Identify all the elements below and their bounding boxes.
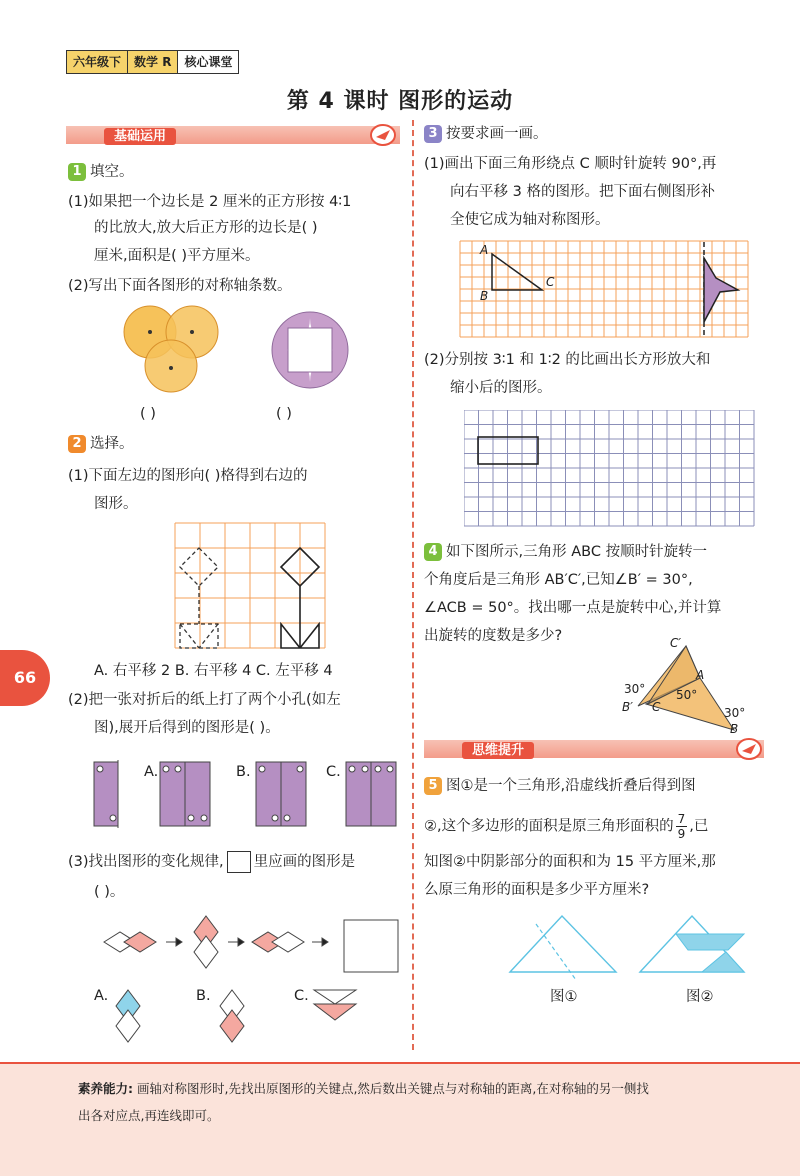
q2-p2-label-c: C.: [326, 764, 341, 780]
q3-p1-line1: (1)画出下面三角形绕点 C 顺时针旋转 90°,再: [424, 156, 717, 172]
q2-p3-label-c: C.: [294, 988, 309, 1004]
label-b: B: [730, 722, 739, 736]
q2-pattern-figures: [100, 912, 410, 1052]
q1-number: 1: [68, 163, 86, 181]
label-b-prime: B′: [622, 700, 633, 714]
page-number-tab: 66: [0, 650, 50, 706]
grade-label: 六年级下: [67, 51, 127, 73]
figure-1-triangle: [510, 916, 616, 980]
q1-figures: [120, 300, 360, 400]
series-label: 核心课堂: [177, 51, 238, 73]
q5-line3: 知图②中阴影部分的面积和为 15 平方厘米,那: [424, 854, 716, 870]
plane-icon: [736, 738, 762, 760]
q2-p2-line1: (2)把一张对折后的纸上打了两个小孔(如左: [68, 692, 341, 708]
q3-rect-grid-figure: [464, 410, 764, 528]
q5-line2: ②,这个多边形的面积是原三角形面积的 $\frac{7}{9}$ ,已: [424, 812, 709, 841]
footer-text-2: 出各对应点,再连线即可。: [78, 1108, 220, 1123]
q2-p1-line1: (1)下面左边的图形向( )格得到右边的: [68, 468, 308, 484]
q2-p1-line2: 图形。: [94, 496, 138, 512]
angle-label-b: 30°: [724, 706, 746, 720]
q1-heading: [68, 158, 134, 187]
q1-blank-b: ( ): [276, 406, 292, 422]
folded-paper: [94, 760, 118, 828]
point-label-a: A: [480, 243, 489, 257]
q3-grid-figure: [458, 240, 758, 338]
figure-2-folded: [640, 916, 744, 972]
lesson-title: 第 4 课时 图形的运动: [286, 89, 514, 114]
section-label-basic: 基础运用: [104, 125, 176, 146]
circle-square-figure: [272, 312, 348, 388]
subject-label: 数学 R: [127, 51, 177, 73]
q1-p1-line2: 的比放大,放大后正方形的边长是( ): [94, 220, 318, 236]
q2-heading: [68, 430, 134, 459]
q2-p3-label-a: A.: [94, 988, 109, 1004]
q3-p1-line2: 向右平移 3 格的图形。把下面右侧图形补: [450, 184, 715, 200]
label-c: C: [652, 700, 661, 714]
q4-line3: ∠ACB = 50°。找出哪一点是旋转中心,并计算: [424, 600, 722, 616]
q1-p1-line3: 厘米,面积是( )平方厘米。: [94, 248, 260, 264]
figure-2-label: 图②: [686, 989, 714, 1005]
q4-line2: 个角度后是三角形 AB′C′,已知∠B′ = 30°,: [424, 572, 693, 588]
q1-p1-line1: (1)如果把一个边长是 2 厘米的正方形按 4∶1: [68, 194, 352, 210]
footer-note: [78, 1075, 768, 1129]
section-label-thinking: 思维提升: [462, 739, 534, 760]
q2-p2-line2: 图),展开后得到的图形是( )。: [94, 720, 280, 736]
column-divider: [412, 120, 414, 1050]
q1-p2: (2)写出下面各图形的对称轴条数。: [68, 278, 292, 294]
figure-1-label: 图①: [550, 989, 578, 1005]
plane-icon: [370, 124, 396, 146]
footer-text-1: 画轴对称图形时,先找出原图形的关键点,然后数出关键点与对称轴的距离,在对称轴的另一侧找: [136, 1081, 649, 1096]
three-circles-figure: [124, 306, 218, 392]
option-b-paper: [256, 762, 306, 826]
q2-grid-figure: [174, 522, 326, 650]
q3-p2-line2: 缩小后的图形。: [450, 380, 552, 396]
q4-number: 4: [424, 543, 442, 561]
q5-line4: 么原三角形的面积是多少平方厘米?: [424, 882, 650, 898]
option-c-paper: [346, 762, 396, 826]
point-label-c: C: [546, 275, 555, 289]
q5-number: 5: [424, 777, 442, 795]
fraction: $\frac{7}{9}$: [677, 812, 686, 841]
book-header: [66, 50, 239, 74]
q5-line1: 5 图①是一个三角形,沿虚线折叠后得到图: [424, 772, 696, 801]
q3-heading: [424, 120, 548, 149]
q4-line4: 出旋转的度数是多少?: [424, 628, 563, 644]
label-a: A: [696, 668, 705, 682]
q2-p3-label-b: B.: [196, 988, 211, 1004]
q5-figures: [506, 908, 766, 984]
q2-p2-label-a: A.: [144, 764, 159, 780]
q4-line1: 4 如下图所示,三角形 ABC 按顺时针旋转一: [424, 538, 707, 567]
q1-blank-a: ( ): [140, 406, 156, 422]
q3-p1-line3: 全使它成为轴对称图形。: [450, 212, 610, 228]
angle-label-acb: 50°: [676, 688, 698, 702]
footer-label: 素养能力:: [78, 1081, 133, 1096]
q3-title: 按要求画一画。: [446, 126, 548, 142]
q2-title: 选择。: [90, 436, 134, 452]
q2-p3-line1: (3)找出图形的变化规律, 里应画的图形是: [68, 848, 355, 877]
q3-p2-line1: (2)分别按 3∶1 和 1∶2 的比画出长方形放大和: [424, 352, 711, 368]
answer-box: [227, 851, 251, 873]
angle-label-b-prime: 30°: [624, 682, 646, 696]
q2-p2-label-b: B.: [236, 764, 251, 780]
point-label-b: B: [480, 289, 489, 303]
q3-number: 3: [424, 125, 442, 143]
q2-p1-options: A. 右平移 2 B. 右平移 4 C. 左平移 4: [94, 663, 333, 679]
q1-title: 填空。: [90, 164, 134, 180]
q2-p3-line2: ( )。: [94, 884, 125, 900]
option-a-paper: [160, 762, 210, 826]
label-c-prime: C′: [670, 636, 682, 650]
q2-number: 2: [68, 435, 86, 453]
